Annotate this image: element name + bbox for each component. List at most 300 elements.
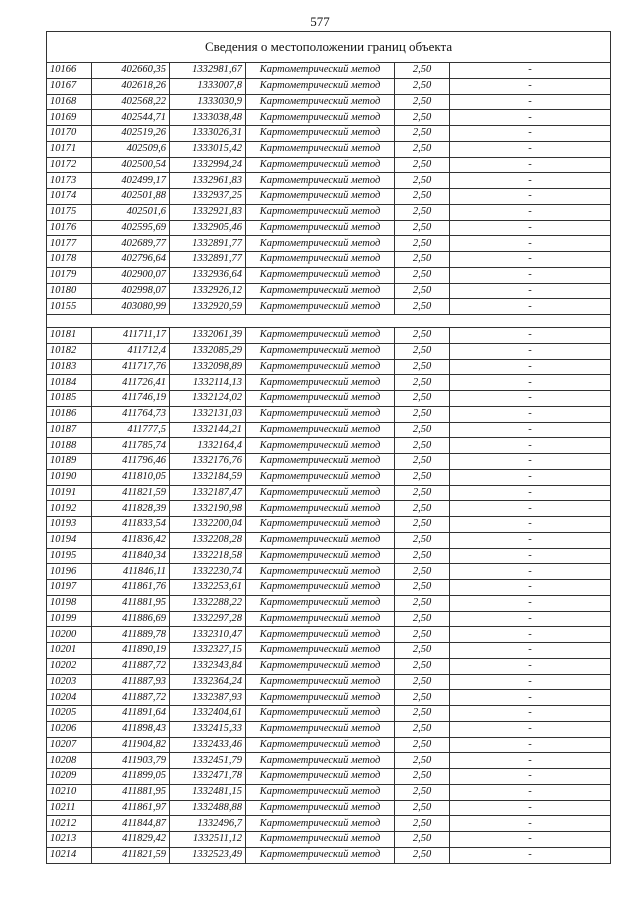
coordinate-y-cell: 1332471,78 xyxy=(170,769,246,785)
coordinate-y-cell: 1332981,67 xyxy=(170,63,246,79)
method-cell: Картометрический метод xyxy=(246,627,395,643)
coordinate-x-cell: 411828,39 xyxy=(92,501,170,517)
description-cell: - xyxy=(450,157,611,173)
point-number-cell: 10212 xyxy=(47,816,92,832)
table-row xyxy=(47,706,611,722)
coordinate-y-cell: 1332131,03 xyxy=(170,406,246,422)
description-cell: - xyxy=(450,375,611,391)
method-cell: Картометрический метод xyxy=(246,406,395,422)
method-cell: Картометрический метод xyxy=(246,94,395,110)
table-row xyxy=(47,454,611,470)
coordinate-x-cell: 411890,19 xyxy=(92,643,170,659)
description-cell: - xyxy=(450,627,611,643)
point-number-cell: 10203 xyxy=(47,674,92,690)
coordinate-y-cell: 1332218,58 xyxy=(170,548,246,564)
method-cell: Картометрический метод xyxy=(246,220,395,236)
coordinate-y-cell: 1332961,83 xyxy=(170,173,246,189)
accuracy-cell: 2,50 xyxy=(395,690,450,706)
table-row xyxy=(47,189,611,205)
accuracy-cell: 2,50 xyxy=(395,157,450,173)
coordinate-x-cell: 411829,42 xyxy=(92,832,170,848)
point-number-cell: 10178 xyxy=(47,252,92,268)
coordinate-x-cell: 402544,71 xyxy=(92,110,170,126)
description-cell: - xyxy=(450,548,611,564)
coordinate-y-cell: 1332488,88 xyxy=(170,800,246,816)
boundary-coordinates-table xyxy=(46,31,611,864)
method-cell: Картометрический метод xyxy=(246,611,395,627)
accuracy-cell: 2,50 xyxy=(395,343,450,359)
coordinate-y-cell: 1332098,89 xyxy=(170,359,246,375)
table-title-row xyxy=(47,32,611,63)
group-separator-cell xyxy=(47,315,611,328)
table-row xyxy=(47,643,611,659)
description-cell: - xyxy=(450,769,611,785)
coordinate-x-cell: 411711,17 xyxy=(92,328,170,344)
table-row xyxy=(47,220,611,236)
description-cell: - xyxy=(450,832,611,848)
coordinate-x-cell: 402501,88 xyxy=(92,189,170,205)
table-row xyxy=(47,485,611,501)
method-cell: Картометрический метод xyxy=(246,564,395,580)
point-number-cell: 10183 xyxy=(47,359,92,375)
table-row xyxy=(47,94,611,110)
accuracy-cell: 2,50 xyxy=(395,220,450,236)
description-cell: - xyxy=(450,422,611,438)
table-row xyxy=(47,832,611,848)
description-cell: - xyxy=(450,94,611,110)
description-cell: - xyxy=(450,110,611,126)
point-number-cell: 10177 xyxy=(47,236,92,252)
table-row xyxy=(47,299,611,315)
group-separator-row xyxy=(47,315,611,328)
table-row xyxy=(47,548,611,564)
coordinate-y-cell: 1332164,4 xyxy=(170,438,246,454)
method-cell: Картометрический метод xyxy=(246,236,395,252)
accuracy-cell: 2,50 xyxy=(395,532,450,548)
method-cell: Картометрический метод xyxy=(246,252,395,268)
point-number-cell: 10204 xyxy=(47,690,92,706)
table-row xyxy=(47,501,611,517)
method-cell: Картометрический метод xyxy=(246,469,395,485)
table-row xyxy=(47,800,611,816)
coordinate-y-cell: 1333038,48 xyxy=(170,110,246,126)
point-number-cell: 10169 xyxy=(47,110,92,126)
method-cell: Картометрический метод xyxy=(246,847,395,863)
table-row xyxy=(47,627,611,643)
coordinate-x-cell: 411904,82 xyxy=(92,737,170,753)
accuracy-cell: 2,50 xyxy=(395,438,450,454)
coordinate-y-cell: 1332387,93 xyxy=(170,690,246,706)
table-row xyxy=(47,252,611,268)
coordinate-x-cell: 402519,26 xyxy=(92,126,170,142)
description-cell: - xyxy=(450,643,611,659)
table-row xyxy=(47,737,611,753)
description-cell: - xyxy=(450,485,611,501)
coordinate-y-cell: 1332310,47 xyxy=(170,627,246,643)
method-cell: Картометрический метод xyxy=(246,438,395,454)
coordinate-x-cell: 402900,07 xyxy=(92,267,170,283)
point-number-cell: 10199 xyxy=(47,611,92,627)
point-number-cell: 10171 xyxy=(47,141,92,157)
description-cell: - xyxy=(450,283,611,299)
accuracy-cell: 2,50 xyxy=(395,236,450,252)
method-cell: Картометрический метод xyxy=(246,359,395,375)
table-row xyxy=(47,517,611,533)
description-cell: - xyxy=(450,721,611,737)
coordinate-y-cell: 1332144,21 xyxy=(170,422,246,438)
table-row xyxy=(47,438,611,454)
coordinate-x-cell: 411881,95 xyxy=(92,784,170,800)
method-cell: Картометрический метод xyxy=(246,517,395,533)
description-cell: - xyxy=(450,236,611,252)
table-row xyxy=(47,141,611,157)
table-row xyxy=(47,328,611,344)
description-cell: - xyxy=(450,501,611,517)
coordinate-x-cell: 411846,11 xyxy=(92,564,170,580)
method-cell: Картометрический метод xyxy=(246,816,395,832)
description-cell: - xyxy=(450,706,611,722)
method-cell: Картометрический метод xyxy=(246,595,395,611)
method-cell: Картометрический метод xyxy=(246,375,395,391)
accuracy-cell: 2,50 xyxy=(395,517,450,533)
coordinate-x-cell: 411886,69 xyxy=(92,611,170,627)
coordinate-x-cell: 411861,76 xyxy=(92,580,170,596)
description-cell: - xyxy=(450,532,611,548)
coordinate-y-cell: 1332891,77 xyxy=(170,252,246,268)
table-row xyxy=(47,674,611,690)
coordinate-x-cell: 411898,43 xyxy=(92,721,170,737)
coordinate-x-cell: 411899,05 xyxy=(92,769,170,785)
table-row xyxy=(47,690,611,706)
method-cell: Картометрический метод xyxy=(246,126,395,142)
accuracy-cell: 2,50 xyxy=(395,548,450,564)
table-row xyxy=(47,847,611,863)
page-number: 577 xyxy=(310,14,330,29)
accuracy-cell: 2,50 xyxy=(395,674,450,690)
point-number-cell: 10202 xyxy=(47,658,92,674)
description-cell: - xyxy=(450,299,611,315)
coordinate-y-cell: 1332926,12 xyxy=(170,283,246,299)
method-cell: Картометрический метод xyxy=(246,532,395,548)
coordinate-y-cell: 1333015,42 xyxy=(170,141,246,157)
method-cell: Картометрический метод xyxy=(246,737,395,753)
coordinate-y-cell: 1332937,25 xyxy=(170,189,246,205)
point-number-cell: 10155 xyxy=(47,299,92,315)
coordinate-y-cell: 1333030,9 xyxy=(170,94,246,110)
accuracy-cell: 2,50 xyxy=(395,706,450,722)
coordinate-y-cell: 1332343,84 xyxy=(170,658,246,674)
coordinate-x-cell: 402499,17 xyxy=(92,173,170,189)
coordinate-x-cell: 411891,64 xyxy=(92,706,170,722)
accuracy-cell: 2,50 xyxy=(395,769,450,785)
point-number-cell: 10181 xyxy=(47,328,92,344)
description-cell: - xyxy=(450,189,611,205)
coordinate-y-cell: 1332288,22 xyxy=(170,595,246,611)
description-cell: - xyxy=(450,220,611,236)
point-number-cell: 10174 xyxy=(47,189,92,205)
method-cell: Картометрический метод xyxy=(246,391,395,407)
coordinate-y-cell: 1332433,46 xyxy=(170,737,246,753)
coordinate-x-cell: 411810,05 xyxy=(92,469,170,485)
coordinate-y-cell: 1332920,59 xyxy=(170,299,246,315)
point-number-cell: 10190 xyxy=(47,469,92,485)
method-cell: Картометрический метод xyxy=(246,157,395,173)
table-title: Сведения о местоположении границ объекта xyxy=(47,32,611,63)
coordinate-x-cell: 411777,5 xyxy=(92,422,170,438)
coordinate-y-cell: 1332496,7 xyxy=(170,816,246,832)
method-cell: Картометрический метод xyxy=(246,501,395,517)
coordinate-x-cell: 411821,59 xyxy=(92,485,170,501)
table-row xyxy=(47,532,611,548)
description-cell: - xyxy=(450,611,611,627)
accuracy-cell: 2,50 xyxy=(395,737,450,753)
coordinate-y-cell: 1332061,39 xyxy=(170,328,246,344)
description-cell: - xyxy=(450,267,611,283)
coordinate-y-cell: 1332085,29 xyxy=(170,343,246,359)
table-row xyxy=(47,658,611,674)
method-cell: Картометрический метод xyxy=(246,78,395,94)
point-number-cell: 10187 xyxy=(47,422,92,438)
coordinate-x-cell: 411785,74 xyxy=(92,438,170,454)
coordinate-y-cell: 1332190,98 xyxy=(170,501,246,517)
description-cell: - xyxy=(450,658,611,674)
coordinate-x-cell: 402618,26 xyxy=(92,78,170,94)
description-cell: - xyxy=(450,126,611,142)
accuracy-cell: 2,50 xyxy=(395,816,450,832)
description-cell: - xyxy=(450,359,611,375)
point-number-cell: 10209 xyxy=(47,769,92,785)
coordinate-y-cell: 1332905,46 xyxy=(170,220,246,236)
accuracy-cell: 2,50 xyxy=(395,784,450,800)
point-number-cell: 10192 xyxy=(47,501,92,517)
accuracy-cell: 2,50 xyxy=(395,78,450,94)
point-number-cell: 10214 xyxy=(47,847,92,863)
point-number-cell: 10191 xyxy=(47,485,92,501)
accuracy-cell: 2,50 xyxy=(395,847,450,863)
coordinate-x-cell: 411836,42 xyxy=(92,532,170,548)
accuracy-cell: 2,50 xyxy=(395,580,450,596)
accuracy-cell: 2,50 xyxy=(395,391,450,407)
accuracy-cell: 2,50 xyxy=(395,375,450,391)
point-number-cell: 10198 xyxy=(47,595,92,611)
coordinate-x-cell: 402689,77 xyxy=(92,236,170,252)
point-number-cell: 10201 xyxy=(47,643,92,659)
description-cell: - xyxy=(450,595,611,611)
accuracy-cell: 2,50 xyxy=(395,595,450,611)
description-cell: - xyxy=(450,343,611,359)
method-cell: Картометрический метод xyxy=(246,580,395,596)
method-cell: Картометрический метод xyxy=(246,299,395,315)
coordinate-y-cell: 1332921,83 xyxy=(170,204,246,220)
method-cell: Картометрический метод xyxy=(246,110,395,126)
point-number-cell: 10186 xyxy=(47,406,92,422)
method-cell: Картометрический метод xyxy=(246,63,395,79)
coordinate-y-cell: 1332364,24 xyxy=(170,674,246,690)
coordinate-y-cell: 1332200,04 xyxy=(170,517,246,533)
table-row xyxy=(47,721,611,737)
method-cell: Картометрический метод xyxy=(246,800,395,816)
accuracy-cell: 2,50 xyxy=(395,485,450,501)
coordinate-y-cell: 1332114,13 xyxy=(170,375,246,391)
table-row xyxy=(47,110,611,126)
coordinate-y-cell: 1333007,8 xyxy=(170,78,246,94)
accuracy-cell: 2,50 xyxy=(395,110,450,126)
method-cell: Картометрический метод xyxy=(246,189,395,205)
accuracy-cell: 2,50 xyxy=(395,454,450,470)
coordinate-x-cell: 403080,99 xyxy=(92,299,170,315)
point-number-cell: 10195 xyxy=(47,548,92,564)
method-cell: Картометрический метод xyxy=(246,141,395,157)
coordinate-y-cell: 1332891,77 xyxy=(170,236,246,252)
method-cell: Картометрический метод xyxy=(246,706,395,722)
coordinate-y-cell: 1332187,47 xyxy=(170,485,246,501)
table-row xyxy=(47,784,611,800)
point-number-cell: 10188 xyxy=(47,438,92,454)
method-cell: Картометрический метод xyxy=(246,454,395,470)
coordinate-y-cell: 1332208,28 xyxy=(170,532,246,548)
point-number-cell: 10213 xyxy=(47,832,92,848)
point-number-cell: 10170 xyxy=(47,126,92,142)
accuracy-cell: 2,50 xyxy=(395,469,450,485)
coordinate-x-cell: 402660,35 xyxy=(92,63,170,79)
coordinate-x-cell: 411887,93 xyxy=(92,674,170,690)
description-cell: - xyxy=(450,753,611,769)
accuracy-cell: 2,50 xyxy=(395,832,450,848)
table-row xyxy=(47,816,611,832)
coordinate-x-cell: 402998,07 xyxy=(92,283,170,299)
method-cell: Картометрический метод xyxy=(246,643,395,659)
description-cell: - xyxy=(450,816,611,832)
description-cell: - xyxy=(450,580,611,596)
method-cell: Картометрический метод xyxy=(246,721,395,737)
coordinate-x-cell: 402796,64 xyxy=(92,252,170,268)
table-row xyxy=(47,78,611,94)
accuracy-cell: 2,50 xyxy=(395,406,450,422)
accuracy-cell: 2,50 xyxy=(395,299,450,315)
point-number-cell: 10172 xyxy=(47,157,92,173)
coordinate-x-cell: 411712,4 xyxy=(92,343,170,359)
method-cell: Картометрический метод xyxy=(246,485,395,501)
coordinate-x-cell: 411889,78 xyxy=(92,627,170,643)
description-cell: - xyxy=(450,406,611,422)
coordinate-x-cell: 402500,54 xyxy=(92,157,170,173)
accuracy-cell: 2,50 xyxy=(395,721,450,737)
coordinate-x-cell: 411903,79 xyxy=(92,753,170,769)
description-cell: - xyxy=(450,78,611,94)
point-number-cell: 10207 xyxy=(47,737,92,753)
point-number-cell: 10182 xyxy=(47,343,92,359)
point-number-cell: 10197 xyxy=(47,580,92,596)
point-number-cell: 10193 xyxy=(47,517,92,533)
coordinate-x-cell: 402595,69 xyxy=(92,220,170,236)
coordinate-x-cell: 411881,95 xyxy=(92,595,170,611)
accuracy-cell: 2,50 xyxy=(395,800,450,816)
method-cell: Картометрический метод xyxy=(246,784,395,800)
point-number-cell: 10185 xyxy=(47,391,92,407)
accuracy-cell: 2,50 xyxy=(395,643,450,659)
table-row xyxy=(47,753,611,769)
method-cell: Картометрический метод xyxy=(246,267,395,283)
table-row xyxy=(47,204,611,220)
accuracy-cell: 2,50 xyxy=(395,359,450,375)
coordinate-y-cell: 1333026,31 xyxy=(170,126,246,142)
table-row xyxy=(47,63,611,79)
point-number-cell: 10167 xyxy=(47,78,92,94)
table-row xyxy=(47,157,611,173)
method-cell: Картометрический метод xyxy=(246,343,395,359)
table-row xyxy=(47,391,611,407)
description-cell: - xyxy=(450,737,611,753)
table-row xyxy=(47,469,611,485)
coordinate-x-cell: 402568,22 xyxy=(92,94,170,110)
point-number-cell: 10180 xyxy=(47,283,92,299)
accuracy-cell: 2,50 xyxy=(395,564,450,580)
coordinate-x-cell: 411861,97 xyxy=(92,800,170,816)
coordinate-x-cell: 411840,34 xyxy=(92,548,170,564)
accuracy-cell: 2,50 xyxy=(395,141,450,157)
accuracy-cell: 2,50 xyxy=(395,126,450,142)
coordinate-x-cell: 411746,19 xyxy=(92,391,170,407)
description-cell: - xyxy=(450,847,611,863)
method-cell: Картометрический метод xyxy=(246,204,395,220)
coordinate-y-cell: 1332523,49 xyxy=(170,847,246,863)
method-cell: Картометрический метод xyxy=(246,173,395,189)
table-row xyxy=(47,359,611,375)
description-cell: - xyxy=(450,454,611,470)
description-cell: - xyxy=(450,674,611,690)
method-cell: Картометрический метод xyxy=(246,548,395,564)
description-cell: - xyxy=(450,252,611,268)
table-row xyxy=(47,422,611,438)
point-number-cell: 10173 xyxy=(47,173,92,189)
accuracy-cell: 2,50 xyxy=(395,252,450,268)
table-row xyxy=(47,611,611,627)
table-row xyxy=(47,343,611,359)
coordinate-y-cell: 1332404,61 xyxy=(170,706,246,722)
table-row xyxy=(47,564,611,580)
table-row xyxy=(47,126,611,142)
description-cell: - xyxy=(450,469,611,485)
accuracy-cell: 2,50 xyxy=(395,267,450,283)
coordinate-x-cell: 402509,6 xyxy=(92,141,170,157)
coordinate-y-cell: 1332124,02 xyxy=(170,391,246,407)
accuracy-cell: 2,50 xyxy=(395,422,450,438)
point-number-cell: 10194 xyxy=(47,532,92,548)
table-row xyxy=(47,173,611,189)
coordinate-y-cell: 1332230,74 xyxy=(170,564,246,580)
coordinate-x-cell: 411764,73 xyxy=(92,406,170,422)
accuracy-cell: 2,50 xyxy=(395,94,450,110)
accuracy-cell: 2,50 xyxy=(395,658,450,674)
accuracy-cell: 2,50 xyxy=(395,63,450,79)
table-row xyxy=(47,595,611,611)
description-cell: - xyxy=(450,173,611,189)
table-row xyxy=(47,406,611,422)
coordinate-x-cell: 411821,59 xyxy=(92,847,170,863)
table-row xyxy=(47,375,611,391)
point-number-cell: 10208 xyxy=(47,753,92,769)
coordinate-y-cell: 1332184,59 xyxy=(170,469,246,485)
description-cell: - xyxy=(450,438,611,454)
method-cell: Картометрический метод xyxy=(246,753,395,769)
point-number-cell: 10184 xyxy=(47,375,92,391)
coordinate-y-cell: 1332253,61 xyxy=(170,580,246,596)
accuracy-cell: 2,50 xyxy=(395,173,450,189)
method-cell: Картометрический метод xyxy=(246,658,395,674)
point-number-cell: 10211 xyxy=(47,800,92,816)
accuracy-cell: 2,50 xyxy=(395,501,450,517)
coordinate-x-cell: 411717,76 xyxy=(92,359,170,375)
